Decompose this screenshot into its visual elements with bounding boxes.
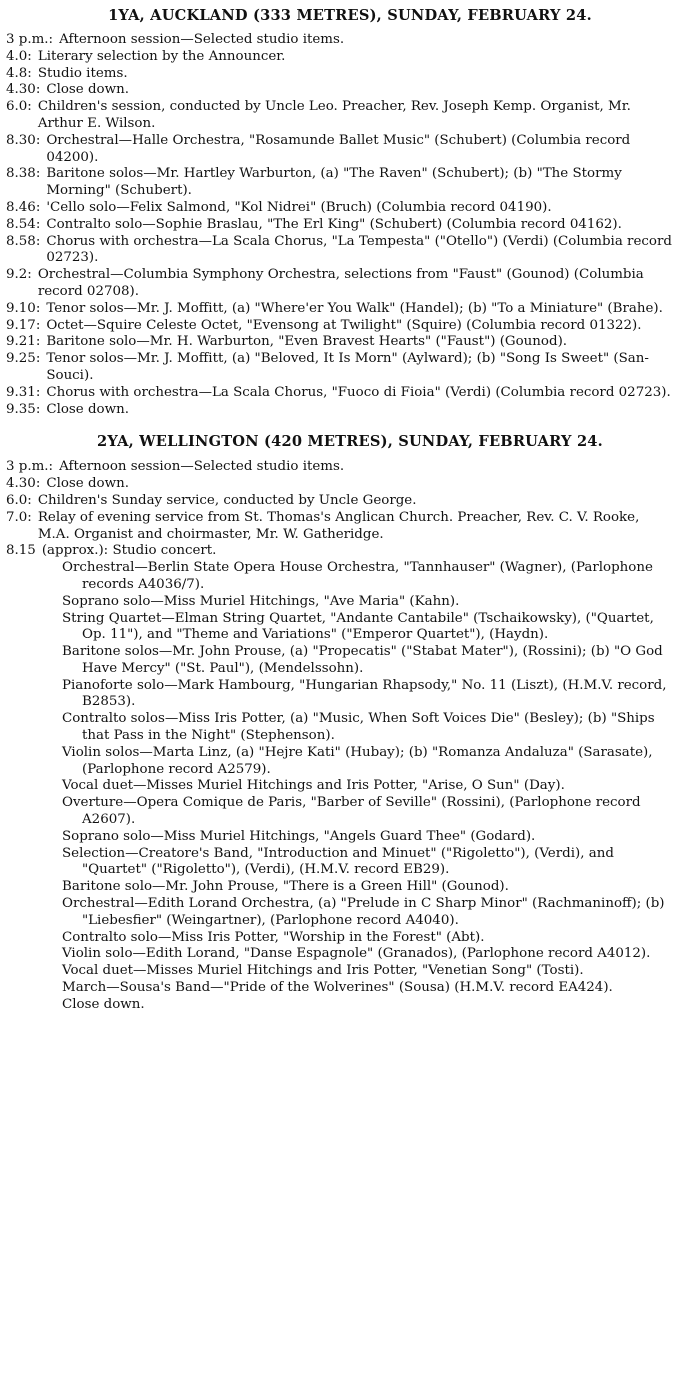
concert-item xyxy=(62,611,672,645)
entry-text: Chorus with orchestra—La Scala Chorus, "La Tempesta" ("Otello") (Verdi) (Columbia record 02723). xyxy=(46,233,672,266)
programme-entry xyxy=(6,510,672,544)
concert-item xyxy=(62,896,672,930)
programme-entry xyxy=(6,351,672,385)
concert-item-text: Baritone solos—Mr. John Prouse, (a) "Propecatis" ("Stabat Mater"), (Rossini); (b) "O God Have Mercy" ("St. Paul"), (Mendelssohn). xyxy=(62,644,663,676)
entry-text: Orchestral—Halle Orchestra, "Rosamunde Ballet Music" (Schubert) (Columbia record 04200). xyxy=(46,132,631,165)
entry-time: 4.30: xyxy=(6,476,41,492)
concert-item xyxy=(62,930,672,947)
entry-text: Baritone solo—Mr. H. Warburton, "Even Bravest Hearts" ("Faust") (Gounod). xyxy=(46,334,568,350)
entry-time: 4.8: xyxy=(6,65,32,81)
entry-time: 9.21: xyxy=(6,334,41,350)
programme-entry xyxy=(6,32,672,49)
entry-text: Orchestral—Columbia Symphony Orchestra, selections from "Faust" (Gounod) (Columbia record 02708). xyxy=(37,267,644,299)
concert-item xyxy=(62,795,672,829)
concert-item xyxy=(62,560,672,594)
section-heading-wellington: 2YA, WELLINGTON (420 METRES), SUNDAY, FEBRUARY 24. xyxy=(97,433,603,451)
programme-entry xyxy=(6,234,672,268)
concert-item xyxy=(62,946,672,963)
concert-item xyxy=(62,879,672,896)
entry-time: 8.15 xyxy=(6,543,36,559)
concert-item xyxy=(62,829,672,846)
concert-item-text: Soprano solo—Miss Muriel Hitchings, "Angels Guard Thee" (Godard). xyxy=(62,828,536,844)
entry-text: Afternoon session—Selected studio items. xyxy=(59,459,345,475)
entry-time: 8.30: xyxy=(6,132,41,148)
entry-time: 3 p.m.: xyxy=(6,459,54,475)
programme-entry xyxy=(6,493,672,510)
programme-entry xyxy=(6,318,672,335)
programme-entry xyxy=(6,49,672,66)
entry-text: Studio items. xyxy=(37,65,128,81)
concert-item-text: Violin solos—Marta Linz, (a) "Hejre Kati" (Hubay); (b) "Romanza Andaluza" (Sarasate), (Parlophone record A2579). xyxy=(62,744,653,777)
concert-item xyxy=(62,963,672,980)
concert-item xyxy=(62,997,672,1014)
entry-time: 9.17: xyxy=(6,317,41,333)
programme-entry xyxy=(6,82,672,99)
programme-entry xyxy=(6,459,672,476)
entry-time: 9.31: xyxy=(6,384,41,400)
entry-time: 4.30: xyxy=(6,82,41,98)
programme-entry xyxy=(6,334,672,351)
entry-text: Afternoon session—Selected studio items. xyxy=(59,32,345,47)
programme-entry xyxy=(6,543,672,560)
concert-item-text: March—Sousa's Band—"Pride of the Wolverines" (Sousa) (H.M.V. record EA424). xyxy=(62,980,613,996)
concert-item xyxy=(62,778,672,795)
programme-entry xyxy=(6,133,672,167)
programme-entry xyxy=(6,99,672,133)
entry-time: 6.0: xyxy=(6,492,32,508)
entry-text: Close down. xyxy=(46,401,129,417)
concert-item xyxy=(62,644,672,678)
concert-item-text: Orchestral—Berlin State Opera House Orchestra, "Tannhauser" (Wagner), (Parlophone records A4036/7). xyxy=(62,560,653,592)
concert-item-text: Overture—Opera Comique de Paris, "Barber of Seville" (Rossini), (Parlophone record A2607). xyxy=(62,795,641,828)
entry-time: 3 p.m.: xyxy=(6,32,54,47)
concert-item xyxy=(62,711,672,745)
entry-text: Baritone solos—Mr. Hartley Warburton, (a) "The Raven" (Schubert); (b) "The Stormy Morning" (Schubert). xyxy=(46,166,622,199)
concert-item-text: Close down. xyxy=(62,996,145,1012)
entry-time: 8.58: xyxy=(6,233,41,249)
programme-entry xyxy=(6,166,672,200)
programme-entry xyxy=(6,66,672,83)
entry-text: (approx.): Studio concert. xyxy=(41,543,217,559)
programme-entry xyxy=(6,217,672,234)
concert-item xyxy=(62,846,672,880)
entry-text: Chorus with orchestra—La Scala Chorus, "Fuoco di Fioia" (Verdi) (Columbia record 02723). xyxy=(46,384,671,400)
concert-item-text: Contralto solos—Miss Iris Potter, (a) "Music, When Soft Voices Die" (Besley); (b) "Ships that Pass in the Night" (Stephenson). xyxy=(62,711,655,744)
concert-item-text: Vocal duet—Misses Muriel Hitchings and Iris Potter, "Arise, O Sun" (Day). xyxy=(62,778,565,794)
entry-time: 8.38: xyxy=(6,166,41,182)
programme-entry xyxy=(6,267,672,301)
auckland-programme xyxy=(6,32,672,418)
entry-text: 'Cello solo—Felix Salmond, "Kol Nidrei" (Bruch) (Columbia record 04190). xyxy=(46,199,552,215)
concert-item-text: Selection—Creatore's Band, "Introduction and Minuet" ("Rigoletto"), (Verdi), and "Quartet" ("Rigoletto"), (Verdi), (H.M.V. record EB29). xyxy=(62,845,614,878)
entry-time: 8.46: xyxy=(6,199,41,215)
entry-text: Literary selection by the Announcer. xyxy=(37,48,286,64)
entry-text: Tenor solos—Mr. J. Moffitt, (a) "Beloved, It Is Morn" (Aylward); (b) "Song Is Sweet" (San-Souci). xyxy=(46,351,649,383)
entry-time: 9.10: xyxy=(6,300,41,316)
concert-item-text: Soprano solo—Miss Muriel Hitchings, "Ave Maria" (Kahn). xyxy=(62,593,460,609)
entry-time: 9.2: xyxy=(6,267,32,283)
entry-text: Children's session, conducted by Uncle Leo. Preacher, Rev. Joseph Kemp. Organist, Mr. Arthur E. Wilson. xyxy=(37,99,631,131)
concert-item-text: Pianoforte solo—Mark Hambourg, "Hungarian Rhapsody," No. 11 (Liszt), (H.M.V. record, B2853). xyxy=(62,677,667,710)
concert-item-text: Orchestral—Edith Lorand Orchestra, (a) "Prelude in C Sharp Minor" (Rachmaninoff); (b) "Liebesfier" (Weingartner), (Parlophone record A4040). xyxy=(62,896,665,928)
entry-text: Close down. xyxy=(46,476,129,492)
programme-entry xyxy=(6,476,672,493)
entry-text: Children's Sunday service, conducted by Uncle George. xyxy=(37,492,417,508)
concert-item-text: Baritone solo—Mr. John Prouse, "There is a Green Hill" (Gounod). xyxy=(62,879,509,895)
concert-item xyxy=(62,980,672,997)
entry-time: 9.35: xyxy=(6,401,41,417)
concert-item xyxy=(62,594,672,611)
studio-concert-items xyxy=(62,560,672,1014)
concert-item xyxy=(62,678,672,712)
section-heading-auckland: 1YA, AUCKLAND (333 METRES), SUNDAY, FEBRUARY 24. xyxy=(108,7,592,24)
entry-text: Relay of evening service from St. Thomas's Anglican Church. Preacher, Rev. C. V. Rooke, M.A. Organist and choirmaster, Mr. W. Gatheridge. xyxy=(37,509,640,542)
programme-entry xyxy=(6,385,672,402)
concert-item-text: String Quartet—Elman String Quartet, "Andante Cantabile" (Tschaikowsky), ("Quartet, Op. 11"), and "Theme and Variations" ("Emperor Quartet"), (Haydn). xyxy=(62,610,654,643)
entry-time: 7.0: xyxy=(6,509,32,525)
concert-item xyxy=(62,745,672,779)
entry-text: Tenor solos—Mr. J. Moffitt, (a) "Where'er You Walk" (Handel); (b) "To a Miniature" (Brahe). xyxy=(46,300,663,316)
concert-item-text: Vocal duet—Misses Muriel Hitchings and Iris Potter, "Venetian Song" (Tosti). xyxy=(62,963,584,979)
entry-time: 6.0: xyxy=(6,99,32,115)
entry-time: 9.25: xyxy=(6,351,41,367)
programme-entry xyxy=(6,301,672,318)
concert-item-text: Violin solo—Edith Lorand, "Danse Espagnole" (Granados), (Parlophone record A4012). xyxy=(62,946,651,962)
entry-text: Octet—Squire Celeste Octet, "Evensong at Twilight" (Squire) (Columbia record 01322). xyxy=(46,317,642,333)
entry-time: 8.54: xyxy=(6,216,41,232)
entry-time: 4.0: xyxy=(6,48,32,64)
programme-entry xyxy=(6,200,672,217)
programme-entry xyxy=(6,402,672,419)
entry-text: Contralto solo—Sophie Braslau, "The Erl King" (Schubert) (Columbia record 04162). xyxy=(46,216,622,232)
concert-item-text: Contralto solo—Miss Iris Potter, "Worship in the Forest" (Abt). xyxy=(62,929,485,945)
entry-text: Close down. xyxy=(46,82,129,98)
wellington-programme xyxy=(6,459,672,560)
